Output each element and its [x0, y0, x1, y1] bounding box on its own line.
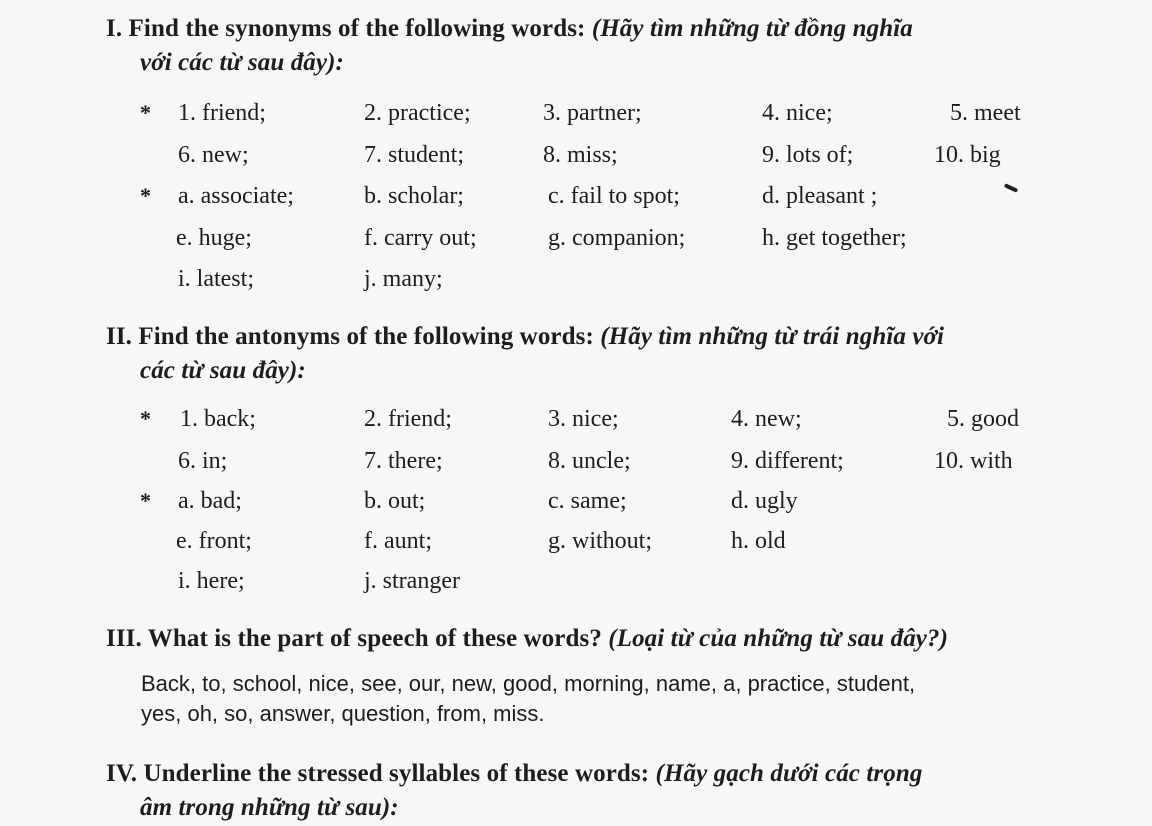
word-item: 8. miss;: [543, 142, 618, 168]
word-list-line-1: Back, to, school, nice, see, our, new, good, morning, name, a, practice, student,: [141, 671, 916, 696]
option-item: i. latest;: [178, 266, 254, 292]
word-item: 6. in;: [178, 448, 228, 474]
option-item: g. companion;: [548, 225, 686, 251]
option-item: h. old: [731, 528, 786, 554]
word-item: 9. lots of;: [762, 142, 854, 168]
section-1-translation-b: với các từ sau đây):: [140, 49, 344, 76]
section-1-translation-a: (Hãy tìm những từ đồng nghĩa: [591, 15, 913, 42]
word-item: 1. friend;: [178, 100, 266, 126]
section-3-title: What is the part of speech of these words?: [147, 625, 602, 652]
section-1-number: I.: [106, 15, 123, 42]
word-item: 2. friend;: [364, 406, 452, 432]
section-1-row-1: [0, 96, 1152, 130]
option-item: a. bad;: [178, 488, 242, 514]
section-1-row-2: [0, 138, 1152, 172]
section-1-heading: [106, 12, 1066, 80]
option-item: d. ugly: [731, 488, 798, 514]
word-item: 1. back;: [180, 406, 256, 432]
word-item: 9. different;: [731, 448, 844, 474]
option-item: c. same;: [548, 488, 627, 514]
section-2-title: Find the antonyms of the following words:: [138, 323, 594, 350]
section-2-translation-a: (Hãy tìm những từ trái nghĩa với: [600, 323, 945, 350]
option-item: h. get together;: [762, 225, 907, 251]
option-item: e. front;: [176, 528, 252, 554]
option-item: f. aunt;: [364, 528, 432, 554]
section-2-heading: [106, 320, 1066, 388]
option-item: e. huge;: [176, 225, 252, 251]
section-2-row-5: [0, 564, 1152, 598]
option-item: b. out;: [364, 488, 426, 514]
section-3-number: III.: [106, 625, 142, 652]
section-4-heading: [106, 757, 1066, 825]
option-item: g. without;: [548, 528, 653, 554]
word-item: 7. there;: [364, 448, 443, 474]
section-3-heading: [106, 622, 1066, 656]
section-1-title: Find the synonyms of the following words:: [128, 15, 586, 42]
section-2-row-2: [0, 444, 1152, 478]
word-item: 5. meet: [950, 100, 1021, 126]
word-item: 6. new;: [178, 142, 249, 168]
section-1-row-5: [0, 262, 1152, 296]
section-3-word-list: [141, 669, 1061, 729]
section-2-row-3: [0, 484, 1152, 518]
bullet-star: *: [140, 183, 151, 208]
option-item: j. many;: [364, 266, 443, 292]
word-item: 4. nice;: [762, 100, 833, 126]
section-1-row-3: [0, 179, 1152, 213]
bullet-star: *: [140, 100, 151, 125]
option-item: j. stranger: [364, 568, 460, 594]
word-item: 10. big: [934, 142, 1001, 168]
section-2-number: II.: [106, 323, 133, 350]
option-item: d. pleasant ;: [762, 183, 878, 209]
section-4-translation-a: (Hãy gạch dưới các trọng: [655, 760, 923, 787]
word-item: 10. with: [934, 448, 1013, 474]
bullet-star: *: [140, 488, 151, 513]
word-item: 7. student;: [364, 142, 464, 168]
word-list-line-2: yes, oh, so, answer, question, from, miss.: [141, 701, 545, 726]
word-item: 3. nice;: [548, 406, 619, 432]
section-2-row-1: [0, 402, 1152, 436]
word-item: 3. partner;: [543, 100, 642, 126]
bullet-star: *: [140, 406, 151, 431]
section-1-row-4: [0, 221, 1152, 255]
word-item: 4. new;: [731, 406, 802, 432]
section-4-title: Underline the stressed syllables of these words:: [143, 760, 650, 787]
option-item: i. here;: [178, 568, 245, 594]
word-item: 5. good: [947, 406, 1019, 432]
word-item: 2. practice;: [364, 100, 471, 126]
option-item: a. associate;: [178, 183, 294, 209]
word-item: 8. uncle;: [548, 448, 631, 474]
option-item: f. carry out;: [364, 225, 477, 251]
option-item: c. fail to spot;: [548, 183, 680, 209]
section-4-translation-b: âm trong những từ sau):: [140, 794, 399, 821]
section-2-translation-b: các từ sau đây):: [140, 357, 306, 384]
section-2-row-4: [0, 524, 1152, 558]
option-item: b. scholar;: [364, 183, 464, 209]
section-4-number: IV.: [106, 760, 138, 787]
section-3-translation: (Loại từ của những từ sau đây?): [608, 625, 949, 652]
